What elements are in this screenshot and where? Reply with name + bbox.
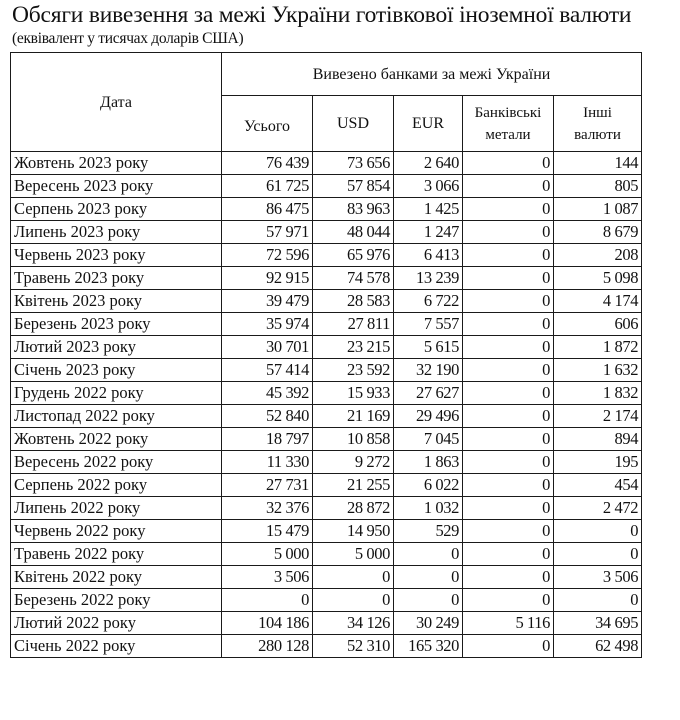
cell-eur: 7 557 xyxy=(394,313,463,336)
cell-date: Лютий 2023 року xyxy=(11,336,222,359)
cell-usd: 0 xyxy=(313,566,394,589)
cell-total: 61 725 xyxy=(222,175,313,198)
cell-eur: 13 239 xyxy=(394,267,463,290)
cell-metals: 0 xyxy=(463,244,554,267)
cell-date: Вересень 2022 року xyxy=(11,451,222,474)
cell-usd: 5 000 xyxy=(313,543,394,566)
table-row xyxy=(11,382,642,405)
cell-other: 894 xyxy=(554,428,642,451)
cell-usd: 21 169 xyxy=(313,405,394,428)
cell-usd: 52 310 xyxy=(313,635,394,658)
cell-eur: 5 615 xyxy=(394,336,463,359)
header-eur: EUR xyxy=(394,96,463,152)
cell-total: 92 915 xyxy=(222,267,313,290)
cell-metals: 0 xyxy=(463,198,554,221)
cell-other: 1 632 xyxy=(554,359,642,382)
cell-usd: 14 950 xyxy=(313,520,394,543)
cell-usd: 28 583 xyxy=(313,290,394,313)
cell-other: 4 174 xyxy=(554,290,642,313)
table-row xyxy=(11,290,642,313)
cell-eur: 32 190 xyxy=(394,359,463,382)
cell-date: Серпень 2023 року xyxy=(11,198,222,221)
table-row xyxy=(11,635,642,658)
cell-other: 2 174 xyxy=(554,405,642,428)
cell-usd: 23 592 xyxy=(313,359,394,382)
table-row xyxy=(11,428,642,451)
table-row xyxy=(11,336,642,359)
header-other xyxy=(554,96,642,152)
cell-eur: 0 xyxy=(394,543,463,566)
cell-usd: 27 811 xyxy=(313,313,394,336)
cell-total: 76 439 xyxy=(222,152,313,175)
table-row xyxy=(11,313,642,336)
header-metals xyxy=(463,96,554,152)
cell-usd: 34 126 xyxy=(313,612,394,635)
cell-eur: 6 413 xyxy=(394,244,463,267)
cell-total: 39 479 xyxy=(222,290,313,313)
cell-date: Липень 2023 року xyxy=(11,221,222,244)
table-row xyxy=(11,221,642,244)
cell-other: 0 xyxy=(554,589,642,612)
cell-total: 30 701 xyxy=(222,336,313,359)
cell-metals: 0 xyxy=(463,451,554,474)
cell-usd: 83 963 xyxy=(313,198,394,221)
cell-eur: 30 249 xyxy=(394,612,463,635)
cell-total: 72 596 xyxy=(222,244,313,267)
cell-usd: 0 xyxy=(313,589,394,612)
cell-other: 2 472 xyxy=(554,497,642,520)
cell-date: Жовтень 2023 року xyxy=(11,152,222,175)
cell-eur: 27 627 xyxy=(394,382,463,405)
cell-other: 1 832 xyxy=(554,382,642,405)
cell-metals: 0 xyxy=(463,152,554,175)
cell-eur: 529 xyxy=(394,520,463,543)
cell-total: 32 376 xyxy=(222,497,313,520)
cell-metals: 0 xyxy=(463,175,554,198)
cell-date: Березень 2022 року xyxy=(11,589,222,612)
header-metals-line1: Банківські xyxy=(474,104,542,121)
cell-other: 805 xyxy=(554,175,642,198)
cell-date: Лютий 2022 року xyxy=(11,612,222,635)
cell-usd: 9 272 xyxy=(313,451,394,474)
cell-eur: 29 496 xyxy=(394,405,463,428)
table-row xyxy=(11,198,642,221)
cell-eur: 1 425 xyxy=(394,198,463,221)
cell-other: 1 087 xyxy=(554,198,642,221)
cell-metals: 0 xyxy=(463,382,554,405)
cell-usd: 28 872 xyxy=(313,497,394,520)
table-row xyxy=(11,359,642,382)
cell-metals: 0 xyxy=(463,221,554,244)
cell-total: 0 xyxy=(222,589,313,612)
cell-metals: 0 xyxy=(463,635,554,658)
cell-eur: 1 863 xyxy=(394,451,463,474)
cell-total: 27 731 xyxy=(222,474,313,497)
currency-export-table xyxy=(10,52,642,658)
cell-eur: 0 xyxy=(394,566,463,589)
cell-total: 3 506 xyxy=(222,566,313,589)
cell-date: Квітень 2023 року xyxy=(11,290,222,313)
cell-total: 280 128 xyxy=(222,635,313,658)
page-title: Обсяги вивезення за межі України готівкової іноземної валюти xyxy=(12,2,632,28)
cell-date: Березень 2023 року xyxy=(11,313,222,336)
cell-date: Жовтень 2022 року xyxy=(11,428,222,451)
cell-other: 5 098 xyxy=(554,267,642,290)
cell-eur: 0 xyxy=(394,589,463,612)
table-row xyxy=(11,566,642,589)
cell-other: 1 872 xyxy=(554,336,642,359)
cell-other: 3 506 xyxy=(554,566,642,589)
cell-usd: 15 933 xyxy=(313,382,394,405)
cell-total: 5 000 xyxy=(222,543,313,566)
cell-eur: 165 320 xyxy=(394,635,463,658)
cell-usd: 65 976 xyxy=(313,244,394,267)
cell-metals: 0 xyxy=(463,313,554,336)
cell-date: Серпень 2022 року xyxy=(11,474,222,497)
cell-metals: 0 xyxy=(463,405,554,428)
cell-date: Травень 2022 року xyxy=(11,543,222,566)
cell-total: 35 974 xyxy=(222,313,313,336)
cell-other: 34 695 xyxy=(554,612,642,635)
cell-eur: 7 045 xyxy=(394,428,463,451)
cell-metals: 0 xyxy=(463,497,554,520)
cell-date: Грудень 2022 року xyxy=(11,382,222,405)
cell-other: 144 xyxy=(554,152,642,175)
header-other-line2: валюти xyxy=(574,126,621,143)
cell-other: 8 679 xyxy=(554,221,642,244)
cell-total: 86 475 xyxy=(222,198,313,221)
cell-usd: 73 656 xyxy=(313,152,394,175)
cell-total: 57 414 xyxy=(222,359,313,382)
table-row xyxy=(11,244,642,267)
table-row xyxy=(11,267,642,290)
cell-other: 208 xyxy=(554,244,642,267)
table-row xyxy=(11,175,642,198)
cell-other: 606 xyxy=(554,313,642,336)
header-group: Вивезено банками за межі України xyxy=(222,53,642,96)
cell-metals: 0 xyxy=(463,336,554,359)
cell-metals: 0 xyxy=(463,543,554,566)
cell-eur: 1 247 xyxy=(394,221,463,244)
cell-eur: 1 032 xyxy=(394,497,463,520)
cell-metals: 0 xyxy=(463,566,554,589)
cell-metals: 0 xyxy=(463,520,554,543)
cell-eur: 2 640 xyxy=(394,152,463,175)
cell-date: Листопад 2022 року xyxy=(11,405,222,428)
cell-total: 45 392 xyxy=(222,382,313,405)
cell-total: 57 971 xyxy=(222,221,313,244)
cell-metals: 0 xyxy=(463,474,554,497)
cell-total: 18 797 xyxy=(222,428,313,451)
cell-total: 11 330 xyxy=(222,451,313,474)
cell-other: 62 498 xyxy=(554,635,642,658)
header-other-line1: Інші xyxy=(583,104,612,121)
cell-total: 15 479 xyxy=(222,520,313,543)
cell-total: 104 186 xyxy=(222,612,313,635)
cell-usd: 57 854 xyxy=(313,175,394,198)
cell-other: 0 xyxy=(554,520,642,543)
cell-date: Червень 2023 року xyxy=(11,244,222,267)
cell-total: 52 840 xyxy=(222,405,313,428)
cell-metals: 5 116 xyxy=(463,612,554,635)
cell-date: Січень 2023 року xyxy=(11,359,222,382)
table-row xyxy=(11,451,642,474)
table-body xyxy=(11,152,642,658)
cell-metals: 0 xyxy=(463,359,554,382)
table-row xyxy=(11,543,642,566)
table-row xyxy=(11,612,642,635)
page-subtitle: (еквівалент у тисячах доларів США) xyxy=(12,30,244,47)
table-row xyxy=(11,520,642,543)
header-date: Дата xyxy=(11,53,222,152)
cell-metals: 0 xyxy=(463,290,554,313)
table-row xyxy=(11,589,642,612)
cell-metals: 0 xyxy=(463,428,554,451)
table-row xyxy=(11,474,642,497)
cell-date: Квітень 2022 року xyxy=(11,566,222,589)
cell-usd: 21 255 xyxy=(313,474,394,497)
cell-usd: 23 215 xyxy=(313,336,394,359)
header-usd: USD xyxy=(313,96,394,152)
cell-metals: 0 xyxy=(463,267,554,290)
table-row xyxy=(11,405,642,428)
header-total: Усього xyxy=(222,96,313,152)
cell-date: Травень 2023 року xyxy=(11,267,222,290)
cell-date: Червень 2022 року xyxy=(11,520,222,543)
table-row xyxy=(11,497,642,520)
cell-eur: 6 022 xyxy=(394,474,463,497)
cell-usd: 74 578 xyxy=(313,267,394,290)
table-row xyxy=(11,152,642,175)
cell-eur: 6 722 xyxy=(394,290,463,313)
cell-date: Січень 2022 року xyxy=(11,635,222,658)
header-metals-line2: метали xyxy=(485,126,531,143)
cell-date: Вересень 2023 року xyxy=(11,175,222,198)
cell-usd: 10 858 xyxy=(313,428,394,451)
cell-other: 195 xyxy=(554,451,642,474)
cell-other: 0 xyxy=(554,543,642,566)
cell-eur: 3 066 xyxy=(394,175,463,198)
cell-metals: 0 xyxy=(463,589,554,612)
cell-usd: 48 044 xyxy=(313,221,394,244)
cell-date: Липень 2022 року xyxy=(11,497,222,520)
cell-other: 454 xyxy=(554,474,642,497)
